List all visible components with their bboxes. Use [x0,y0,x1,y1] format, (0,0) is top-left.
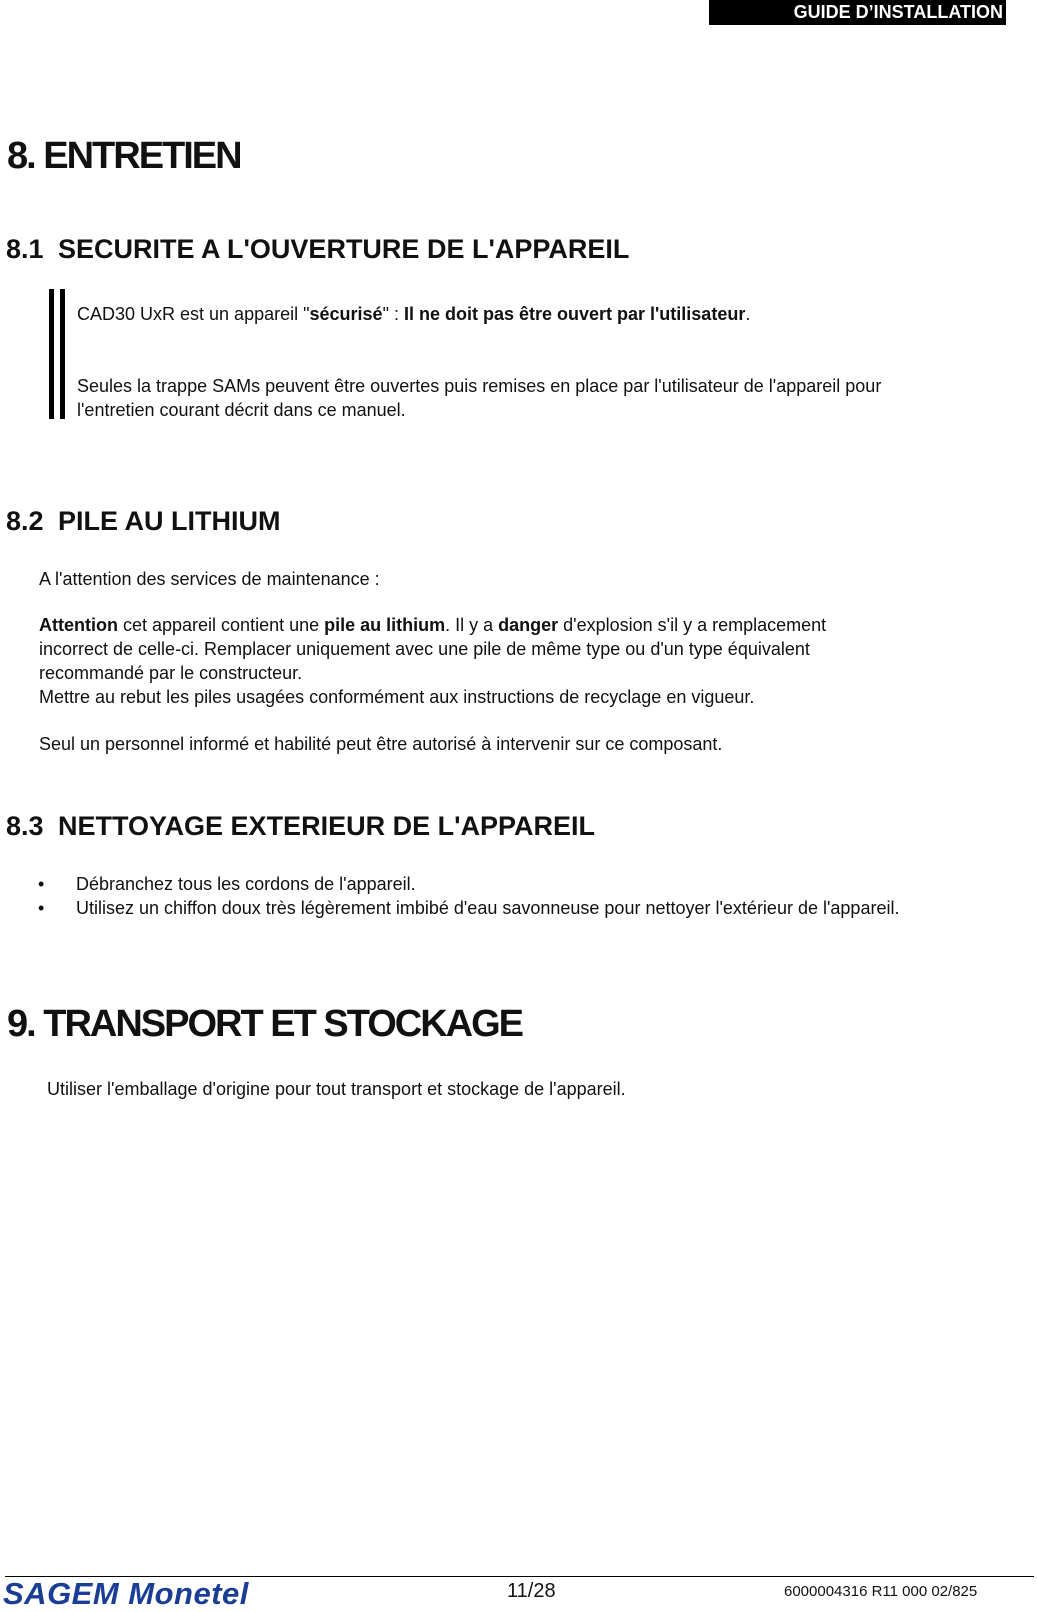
warning-bar-right [60,289,65,419]
document-header-title: GUIDE D’INSTALLATION [709,0,1006,25]
security-text-e: . [745,304,751,324]
section-8-3-title: NETTOYAGE EXTERIEUR DE L'APPAREIL [58,811,596,841]
authorized-personnel-note: Seul un personnel informé et habilité peut être autorisé à intervenir sur ce composant. [39,734,723,754]
security-sam-note-line1: Seules la trappe SAMs peuvent être ouvertes puis remises en place par l'utilisateur de l'appareil pour [77,376,882,396]
warning-bar-left [49,289,54,419]
maintenance-intro: A l'attention des services de maintenance : [39,569,380,589]
security-text-a: CAD30 UxR est un appareil " [77,304,310,324]
section-9-heading: 9. TRANSPORT ET STOCKAGE [7,1003,523,1045]
security-sam-note-line2: l'entretien courant décrit dans ce manuel. [77,400,406,420]
lithium-warning-line4: Mettre au rebut les piles usagées conformément aux instructions de recyclage en vigueur. [39,687,755,707]
bullet-icon: • [38,874,45,894]
warning-word-lithium: pile au lithium [324,615,446,635]
section-8-2-title: PILE AU LITHIUM [58,506,281,536]
security-text-b: sécurisé [309,304,383,324]
transport-text: Utiliser l'emballage d'origine pour tout transport et stockage de l'appareil. [47,1079,626,1099]
section-8-3-number: 8.3 [6,811,44,841]
company-logo: SAGEM Monetel [3,1576,249,1611]
warning-text-d: . Il y a [445,615,499,635]
lithium-warning-line2: incorrect de celle-ci. Remplacer uniquement avec une pile de même type ou d'un type équivalent [39,639,810,659]
document-reference: 6000004316 R11 000 02/825 [784,1583,978,1600]
section-8-heading: 8. ENTRETIEN [7,135,241,177]
section-8-3-heading [6,811,595,842]
section-8-1-number: 8.1 [6,234,44,264]
list-item-text: Utilisez un chiffon doux très légèrement imbibé d'eau savonneuse pour nettoyer l'extérieur de l'appareil. [76,898,900,918]
list-item-text: Débranchez tous les cordons de l'appareil. [76,874,416,894]
warning-text-f: d'explosion s'il y a remplacement [558,615,827,635]
warning-word-danger: danger [498,615,559,635]
lithium-warning-line3: recommandé par le constructeur. [39,663,303,683]
section-8-1-title: SECURITE A L'OUVERTURE DE L'APPAREIL [58,234,630,264]
warning-text-b: cet appareil contient une [117,615,325,635]
section-8-2-heading [6,506,281,537]
warning-word-attention: Attention [39,615,118,635]
lithium-warning-line1 [39,613,826,637]
security-text-d: Il ne doit pas être ouvert par l'utilisateur [403,304,746,324]
section-8-2-number: 8.2 [6,506,44,536]
list-item [38,896,899,920]
security-statement [77,302,750,326]
security-text-c: " : [382,304,404,324]
section-8-1-heading [6,234,629,265]
list-item [38,872,416,896]
bullet-icon: • [38,898,45,918]
page-number: 11/28 [507,1580,556,1602]
